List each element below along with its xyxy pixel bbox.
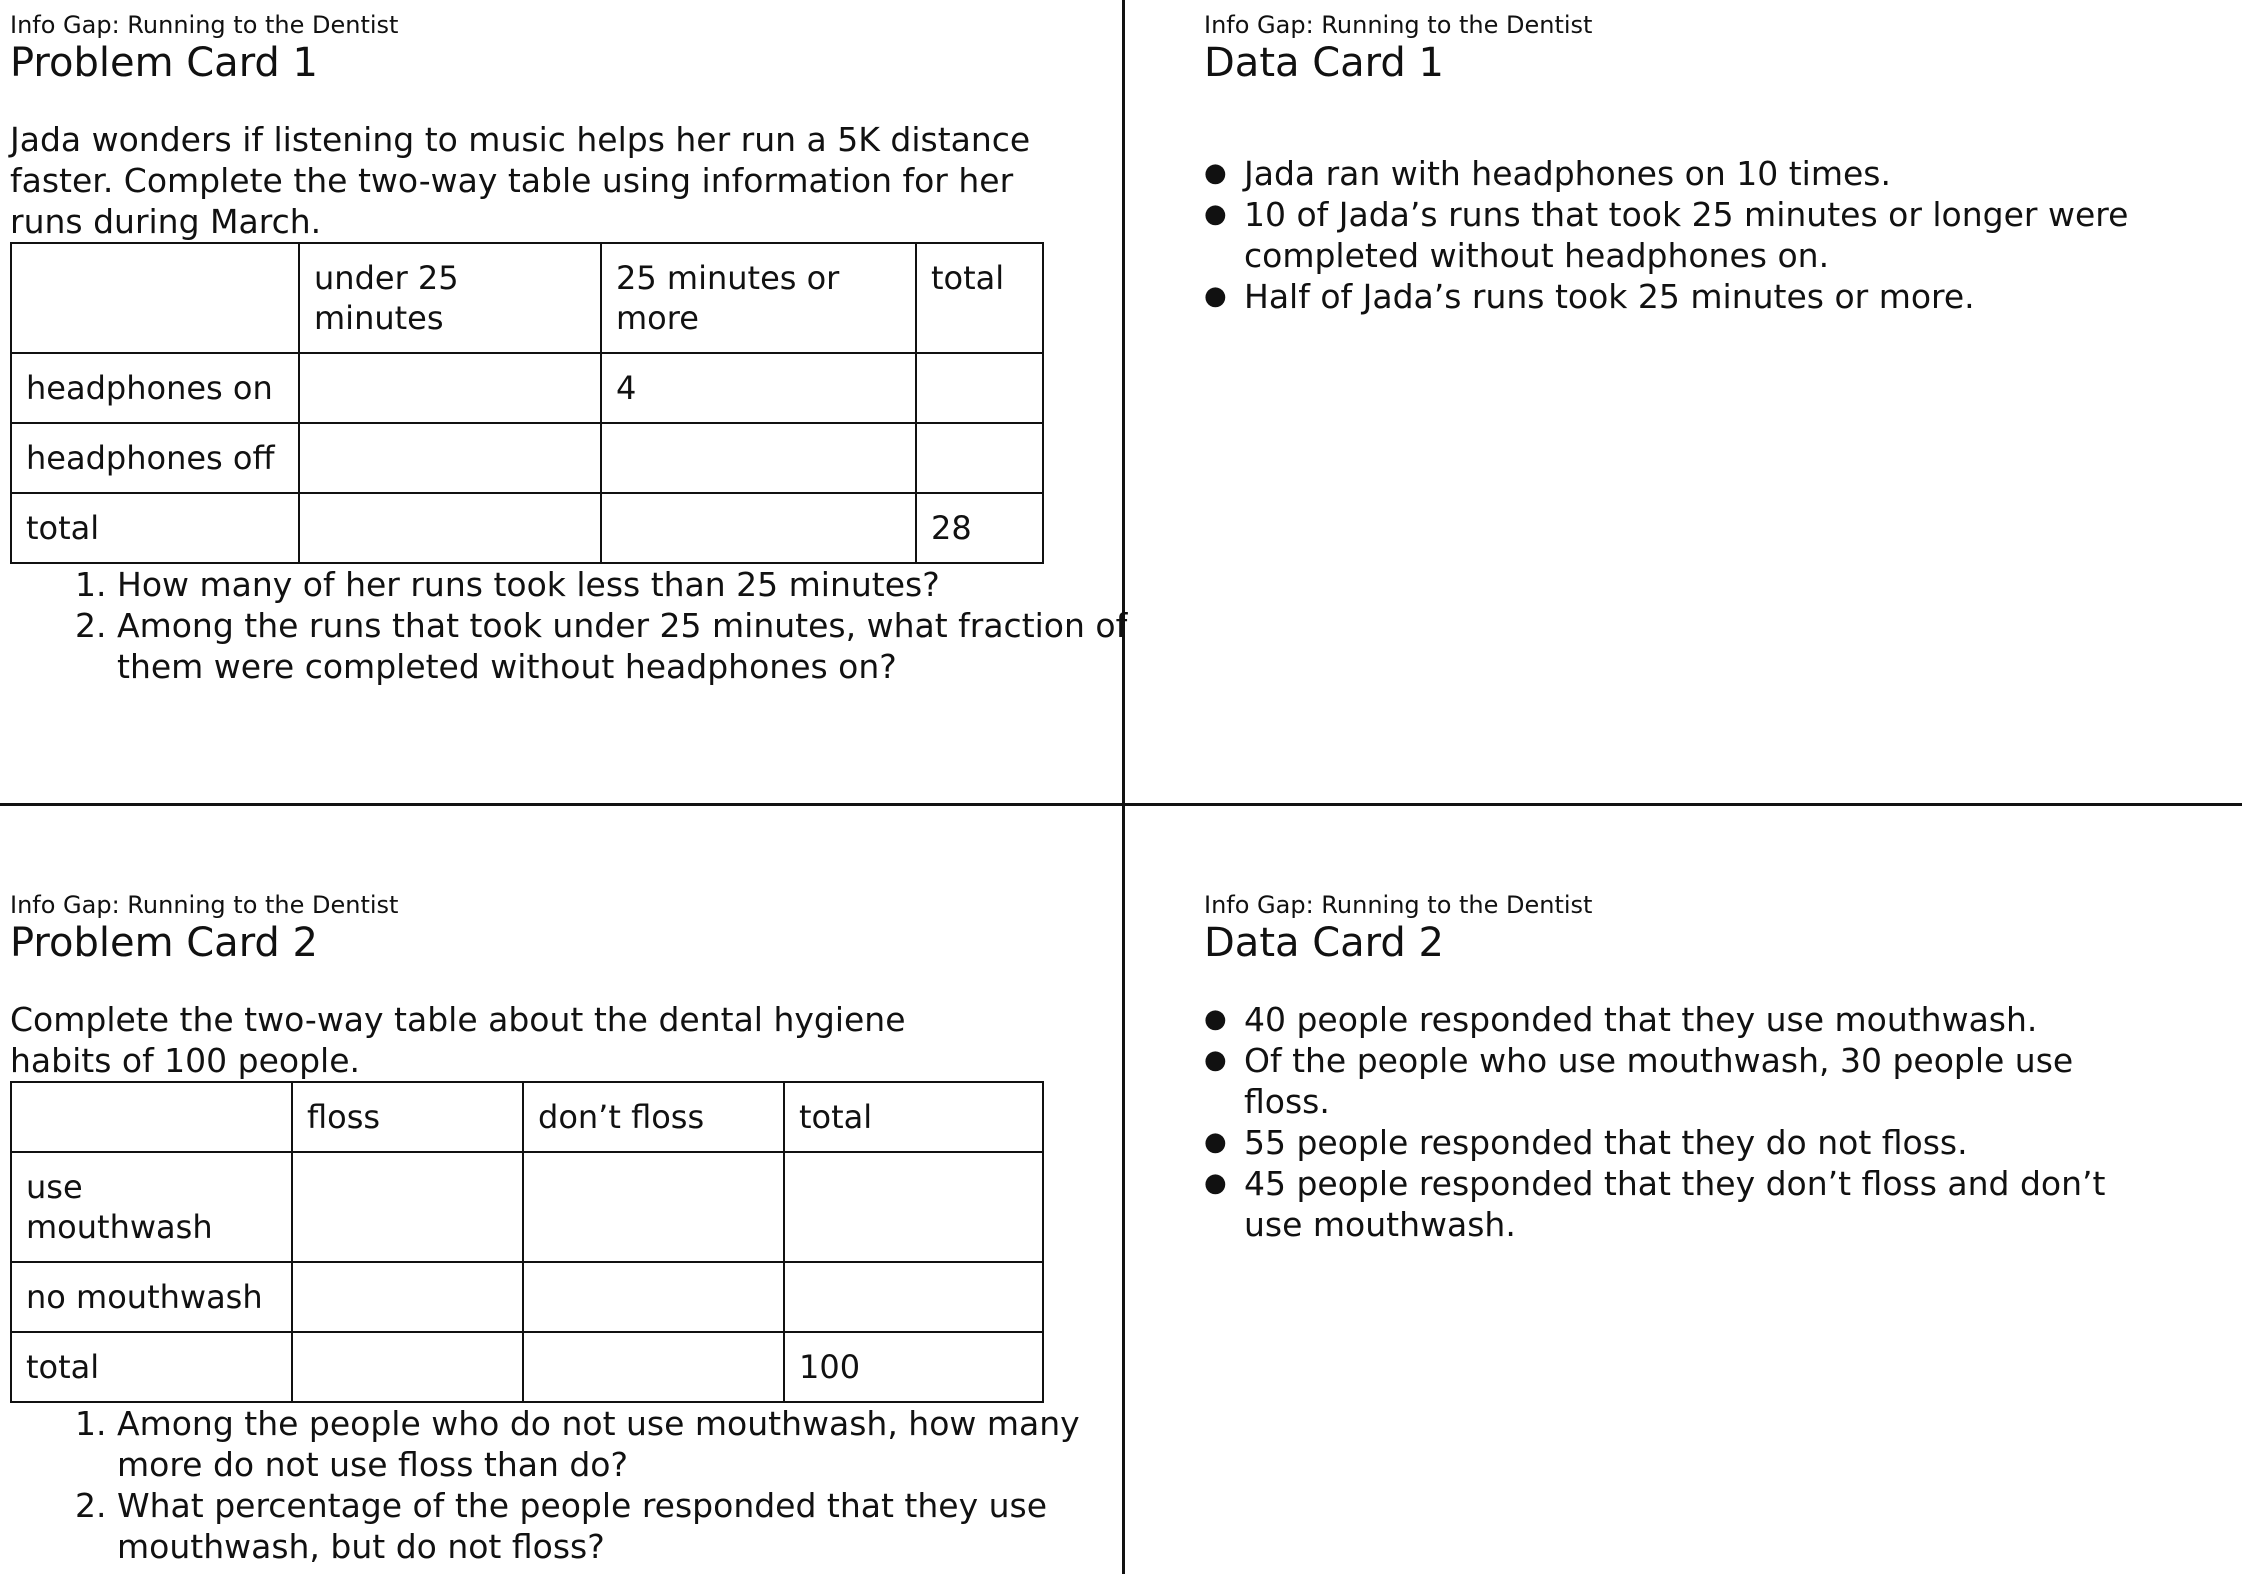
card-title: Data Card 2: [1204, 920, 1444, 966]
table-cell: [299, 493, 601, 563]
card-intro: Jada wonders if listening to music helps her run a 5K distance faster. Complete the two-way table using information for her runs during March.: [10, 120, 1031, 241]
data-card-2: [1204, 890, 2234, 1245]
fact-item: ● Half of Jada’s runs took 25 minutes or more.: [1244, 276, 2234, 317]
fact-item: ● 40 people responded that they use mouthwash.: [1244, 999, 2164, 1040]
table-row: [11, 1152, 1043, 1262]
fact-list: [1204, 999, 2164, 1245]
table-cell: total: [11, 493, 299, 563]
question-list: [10, 564, 1137, 687]
table-cell: total: [11, 1332, 292, 1402]
table-cell: [523, 1332, 784, 1402]
problem-card-2: [10, 890, 1110, 1567]
card-title: Data Card 1: [1204, 40, 1444, 86]
table-cell: headphones off: [11, 423, 299, 493]
table-cell: [916, 353, 1043, 423]
card-header: Info Gap: Running to the Dentist: [10, 891, 399, 919]
table-cell: don’t floss: [523, 1082, 784, 1152]
table-cell: [916, 423, 1043, 493]
question-list: [10, 1403, 1147, 1567]
question-item: 1. Among the people who do not use mouthwash, how many more do not use floss than do?: [117, 1403, 1147, 1485]
fact-item: ● 10 of Jada’s runs that took 25 minutes or longer were completed without headphones on.: [1244, 194, 2234, 276]
table-cell: [601, 493, 916, 563]
table-cell: 25 minutes or more: [601, 243, 916, 353]
table-cell: [11, 1082, 292, 1152]
table-cell: 100: [784, 1332, 1043, 1402]
question-item: 1. How many of her runs took less than 25 minutes?: [117, 564, 1137, 605]
two-way-table: [10, 242, 1044, 564]
table-cell: [11, 243, 299, 353]
table-cell: [601, 423, 916, 493]
card-header: Info Gap: Running to the Dentist: [10, 11, 399, 39]
table-cell: [299, 353, 601, 423]
fact-item: ● 45 people responded that they don’t floss and don’t use mouthwash.: [1244, 1163, 2164, 1245]
table-cell: headphones on: [11, 353, 299, 423]
table-row: [11, 1332, 1043, 1402]
table-row: [11, 353, 1043, 423]
fact-item: ● Of the people who use mouthwash, 30 people use floss.: [1244, 1040, 2164, 1122]
vertical-divider: [1122, 0, 1125, 1574]
table-header-row: [11, 1082, 1043, 1152]
table-cell: total: [784, 1082, 1043, 1152]
table-cell: floss: [292, 1082, 523, 1152]
table-cell: [299, 423, 601, 493]
table-cell: [292, 1262, 523, 1332]
two-way-table: [10, 1081, 1044, 1403]
table-header-row: [11, 243, 1043, 353]
table-cell: use mouthwash: [11, 1152, 292, 1262]
fact-item: ● Jada ran with headphones on 10 times.: [1244, 153, 2234, 194]
fact-list: [1204, 153, 2234, 317]
table-cell: total: [916, 243, 1043, 353]
card-title: Problem Card 1: [10, 40, 318, 86]
card-header: Info Gap: Running to the Dentist: [1204, 11, 1593, 39]
data-card-1: [1204, 10, 2234, 317]
table-row: [11, 493, 1043, 563]
problem-card-1: [10, 10, 1128, 687]
table-cell: [292, 1332, 523, 1402]
card-header: Info Gap: Running to the Dentist: [1204, 891, 1593, 919]
table-cell: [784, 1262, 1043, 1332]
card-title: Problem Card 2: [10, 920, 318, 966]
table-cell: under 25 minutes: [299, 243, 601, 353]
question-item: 2. Among the runs that took under 25 minutes, what fraction of them were completed without headphones on?: [117, 605, 1137, 687]
question-item: 2. What percentage of the people responded that they use mouthwash, but do not floss?: [117, 1485, 1147, 1567]
table-row: [11, 1262, 1043, 1332]
table-cell: [523, 1262, 784, 1332]
table-cell: no mouthwash: [11, 1262, 292, 1332]
table-cell: 4: [601, 353, 916, 423]
table-cell: [523, 1152, 784, 1262]
table-row: [11, 423, 1043, 493]
fact-item: ● 55 people responded that they do not floss.: [1244, 1122, 2164, 1163]
table-cell: [292, 1152, 523, 1262]
horizontal-divider: [0, 803, 2242, 806]
table-cell: 28: [916, 493, 1043, 563]
card-intro: Complete the two-way table about the dental hygiene habits of 100 people.: [10, 1000, 906, 1080]
table-cell: [784, 1152, 1043, 1262]
